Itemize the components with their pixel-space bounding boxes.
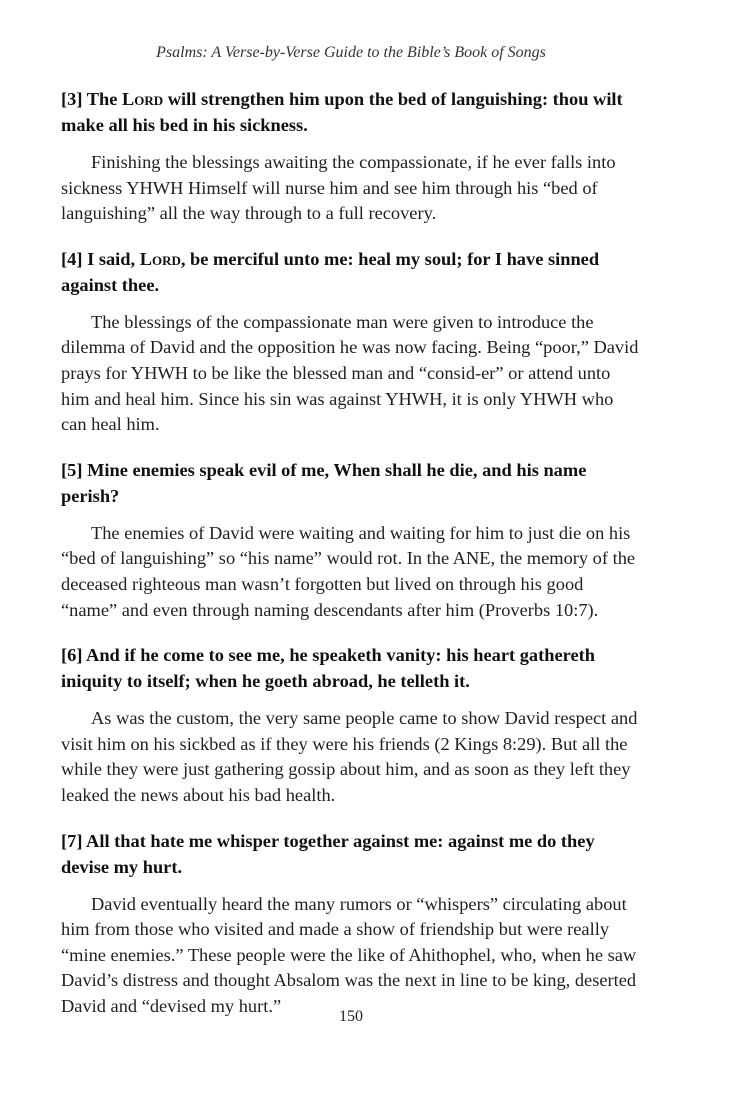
verse-text: All that hate me whisper together against me: against me do they devise my hurt. [61,830,595,877]
verse-text: Mine enemies speak evil of me, When shall he die, and his name perish? [61,459,587,506]
verse-number: [6] [61,645,83,666]
verse-text-pre: The [86,89,122,109]
verse-4 [61,246,641,298]
verse-number: [5] [61,459,83,480]
book-page [61,0,641,1100]
commentary-6: As was the custom, the very same people came to show David respect and visit him on his sickbed as if they were his friends (2 Kings 8:29). But all the while they were just gathering gossip about him, and as soon as they left they leaked the news about his bad health. [61,708,638,805]
verse-text: And if he come to see me, he speaketh vanity: his heart gathereth iniquity to itself; when he goeth abroad, he telleth it. [61,645,595,692]
verse-number: [4] [61,248,83,269]
verse-text-pre: I said, [87,248,140,269]
page-content [61,86,641,1038]
verse-6 [61,642,641,694]
verse-7 [61,828,641,880]
verse-text-smallcaps: Lord [139,248,181,269]
verse-5 [61,457,641,509]
verse-text-post: , be merciful unto me: heal my soul; for I have sinned against thee. [61,248,600,295]
page-number: 150 [339,1008,363,1025]
verse-3 [61,86,641,138]
commentary-5: The enemies of David were waiting and waiting for him to just die on his “bed of languishing” so “his name” would rot. In the ANE, the memory of the deceased righteous man wasn’t forgotten but lived on through his good “name” and even through naming descendants after him (Proverbs 10:7). [61,522,636,620]
verse-number: [3] [61,89,83,109]
verse-number: [7] [61,830,83,851]
commentary-3: Finishing the blessings awaiting the compassionate, if he ever falls into sickness YHWH Himself will nurse him and see him through his “bed of languishing” all the way through to a full recovery. [61,152,616,224]
verse-text-smallcaps: Lord [121,89,164,109]
verse-text-post: will strengthen him upon the bed of languishing: thou wilt make all his bed in his sickness. [61,89,623,135]
commentary-7: David eventually heard the many rumors or “whispers” circulating about him from those who visited and made a show of friendship but were really “mine enemies.” These people were the like of Ahithophel, who, when he saw David’s distress and thought Absalom was the next in line to be king, deserted David and “devised my hurt.” [61,893,637,1016]
commentary-4: The blessings of the compassionate man were given to introduce the dilemma of David and the opposition he was now facing. Being “poor,” David prays for YHWH to be like the blessed man and “consid-er” or attend unto him and heal him. Since his sin was against YHWH, it is only YHWH who can heal him. [61,311,639,435]
running-head: Psalms: A Verse-by-Verse Guide to the Bible’s Book of Songs [156,44,546,61]
